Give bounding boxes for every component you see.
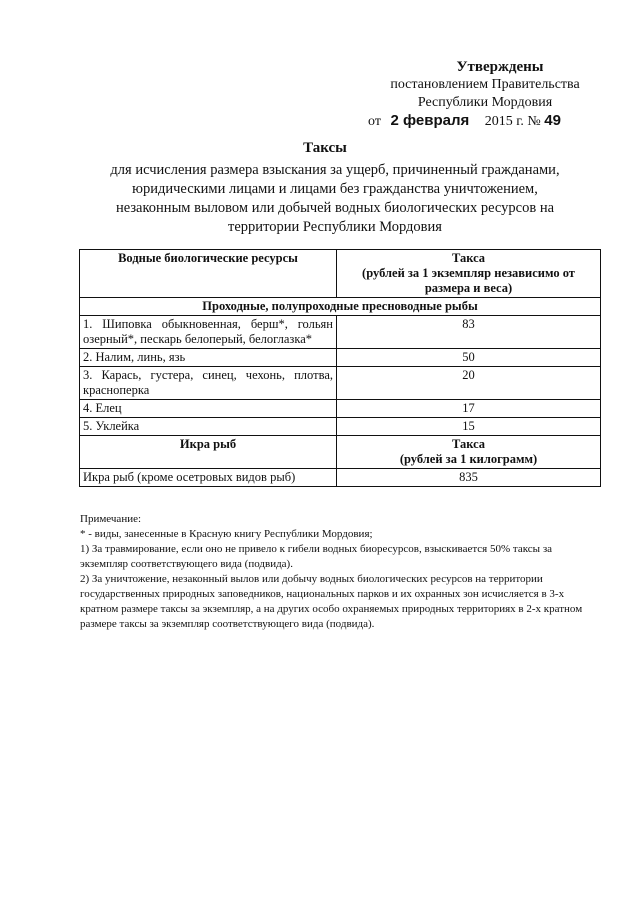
- tax-value: 50: [337, 349, 601, 367]
- approval-line-2: Республики Мордовия: [417, 95, 553, 110]
- note-item: * - виды, занесенные в Красную книгу Республики Мордовия;: [80, 528, 373, 540]
- approval-heading: Утверждены: [456, 59, 544, 75]
- table-row: [80, 418, 601, 436]
- date-prefix: от: [368, 114, 381, 129]
- section-header-fish: Проходные, полупроходные пресноводные рыбы: [80, 298, 601, 316]
- year-number-label: 2015 г. №: [484, 114, 541, 129]
- notes-heading: Примечание:: [80, 513, 142, 525]
- table-row: [80, 349, 601, 367]
- section-row: [80, 436, 601, 469]
- resource-name: 5. Уклейка: [80, 418, 337, 436]
- handwritten-number: 49: [544, 112, 561, 129]
- document-subtitle: [80, 161, 590, 237]
- tax-value: 15: [337, 418, 601, 436]
- resource-name: 2. Налим, линь, язь: [80, 349, 337, 367]
- approval-line-1: постановлением Правительства: [390, 77, 580, 92]
- column-header-resources: Водные биологические ресурсы: [80, 250, 337, 298]
- tax-value: 20: [337, 367, 601, 400]
- document-title: Таксы: [303, 140, 347, 156]
- caviar-header-line: (рублей за 1 килограмм): [399, 452, 538, 466]
- subtitle-line: для исчисления размера взыскания за ущерб, причиненный гражданами,: [110, 162, 560, 178]
- tax-header-line: Такса: [451, 251, 486, 265]
- notes-block: [80, 512, 600, 632]
- tax-value: 83: [337, 316, 601, 349]
- note-item: 2) За уничтожение, незаконный вылов или добычу водных биологических ресурсов на территории государственных природных заповедников, национальных парков и их охранных зон исчисляется в 3-х кратном размере таксы за экземпляр, а на других особо охраняемых природных территориях в 2-х кратном размере таксы за экземпляр соответствующего вида (подвида).: [80, 573, 583, 630]
- tax-value: 835: [337, 469, 601, 487]
- subtitle-line: незаконным выловом или добычей водных биологических ресурсов на: [115, 200, 555, 216]
- table-header-row: [80, 250, 601, 298]
- table-row: [80, 316, 601, 349]
- subtitle-line: юридическими лицами и лицами без гражданства уничтожением,: [132, 181, 538, 197]
- resource-name: Икра рыб (кроме осетровых видов рыб): [80, 469, 337, 487]
- section-header-caviar: Икра рыб: [80, 436, 337, 469]
- caviar-tax-header: [337, 436, 601, 469]
- table-row: [80, 400, 601, 418]
- subtitle-line: территории Республики Мордовия: [228, 219, 442, 235]
- handwritten-date: 2 февраля: [390, 112, 470, 129]
- table-row: [80, 469, 601, 487]
- column-header-tax: [337, 250, 601, 298]
- tax-header-line: размера и веса): [424, 281, 513, 295]
- tax-header-line: (рублей за 1 экземпляр независимо от: [362, 266, 575, 280]
- resource-name: 3. Карась, густера, синец, чехонь, плотва, красноперка: [80, 367, 337, 400]
- resource-name: 4. Елец: [80, 400, 337, 418]
- resource-name: 1. Шиповка обыкновенная, берш*, гольян озерный*, пескарь белоперый, белоглазка*: [80, 316, 337, 349]
- note-item: 1) За травмирование, если оно не привело к гибели водных биоресурсов, взыскивается 50% таксы за экземпляр соответствующего вида (подвида).: [80, 543, 553, 570]
- section-row: [80, 298, 601, 316]
- tax-value: 17: [337, 400, 601, 418]
- approval-date-line: [340, 112, 590, 131]
- approval-block: [340, 58, 590, 131]
- caviar-header-line: Такса: [451, 437, 486, 451]
- table-row: [80, 367, 601, 400]
- tax-table: [79, 249, 601, 487]
